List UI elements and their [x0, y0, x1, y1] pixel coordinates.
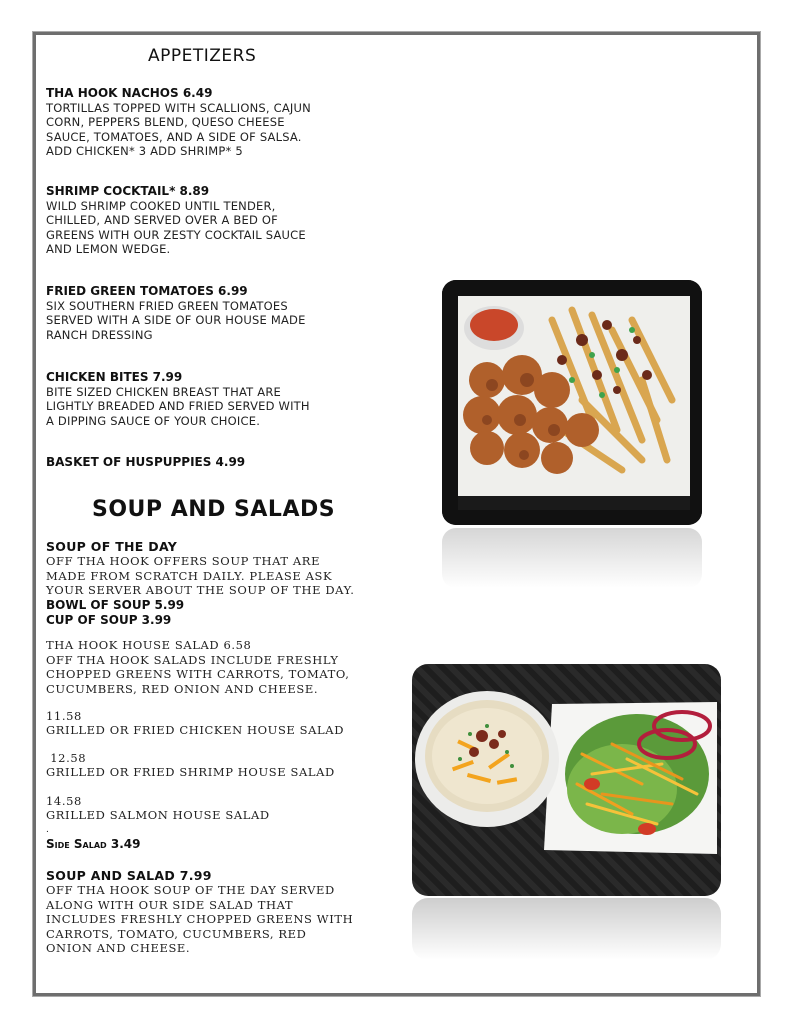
item-title: SOUP OF THE DAY — [46, 539, 178, 554]
menu-item-hushpuppies — [46, 455, 245, 470]
item-title: SHRIMP COCKTAIL* 8.89 — [46, 184, 210, 198]
item-title: THA HOOK NACHOS 6.49 — [46, 86, 213, 100]
menu-item-soup-and-salad — [46, 868, 353, 956]
menu-item-fried-green-tomatoes — [46, 284, 306, 342]
soup-and-salad-photo-reflection — [412, 898, 721, 960]
item-title: BASKET OF HUSPUPPIES 4.99 — [46, 455, 246, 469]
salmon-salad-price: 14.58 — [46, 794, 82, 808]
shrimp-salad-name: GRILLED OR FRIED SHRIMP HOUSE SALAD — [46, 765, 335, 779]
item-title: CHICKEN BITES 7.99 — [46, 370, 183, 384]
item-description: OFF THA HOOK OFFERS SOUP THAT ARE MADE FROM SCRATCH DAILY. PLEASE ASK YOUR SERVER ABOUT THE SOUP OF THE DAY. — [46, 554, 355, 597]
item-description: OFF THA HOOK SOUP OF THE DAY SERVED ALONG WITH OUR SIDE SALAD THAT INCLUDES FRESHLY CHOPPED GREENS WITH CARROTS, TOMATO, CUCUMBERS, RED ONION AND CHEESE. — [46, 883, 354, 955]
chicken-bites-photo — [442, 280, 702, 525]
bowl-price: BOWL OF SOUP 5.99 — [46, 597, 185, 612]
soup-and-salads-heading: SOUP AND SALADS — [92, 497, 336, 522]
side-salad-price: Side Salad 3.49 — [46, 837, 141, 851]
chicken-salad-name: GRILLED OR FRIED CHICKEN HOUSE SALAD — [46, 723, 345, 737]
item-description: WILD SHRIMP COOKED UNTIL TENDER, CHILLED, AND SERVED OVER A BED OF GREENS WITH OUR ZESTY COCKTAIL SAUCE AND LEMON WEDGE. — [46, 199, 306, 256]
chicken-salad-price: 11.58 — [46, 709, 82, 723]
chicken-bites-photo-reflection — [442, 528, 702, 588]
chicken-bites-illustration — [442, 280, 702, 525]
menu-item-shrimp-cocktail — [46, 184, 306, 256]
soup-and-salad-illustration — [412, 664, 721, 896]
item-title: SOUP AND SALAD 7.99 — [46, 868, 212, 883]
house-salad-description: THA HOOK HOUSE SALAD 6.58 OFF THA HOOK SALADS INCLUDE FRESHLY CHOPPED GREENS WITH CARROTS, TOMATO, CUCUMBERS, RED ONION AND CHEESE. — [46, 638, 350, 696]
appetizers-heading: APPETIZERS — [148, 46, 257, 66]
soup-and-salad-photo — [412, 664, 721, 896]
menu-item-chicken-bites — [46, 370, 310, 428]
menu-item-nachos — [46, 86, 311, 158]
cup-price: CUP OF SOUP 3.99 — [46, 612, 172, 627]
menu-item-soup-of-the-day — [46, 539, 355, 628]
item-description: BITE SIZED CHICKEN BREAST THAT ARE LIGHTLY BREADED AND FRIED SERVED WITH A DIPPING SAUCE OF YOUR CHOICE. — [46, 385, 310, 428]
separator-dot: . — [46, 825, 50, 835]
shrimp-salad-price: 12.58 — [46, 751, 87, 765]
salmon-salad-name: GRILLED SALMON HOUSE SALAD — [46, 808, 270, 822]
item-description: SIX SOUTHERN FRIED GREEN TOMATOES SERVED WITH A SIDE OF OUR HOUSE MADE RANCH DRESSING — [46, 299, 306, 342]
item-title: FRIED GREEN TOMATOES 6.99 — [46, 284, 248, 298]
item-description: TORTILLAS TOPPED WITH SCALLIONS, CAJUN CORN, PEPPERS BLEND, QUESO CHEESE SAUCE, TOMATOES, AND A SIDE OF SALSA. ADD CHICKEN* 3 ADD SHRIMP* 5 — [46, 101, 311, 158]
